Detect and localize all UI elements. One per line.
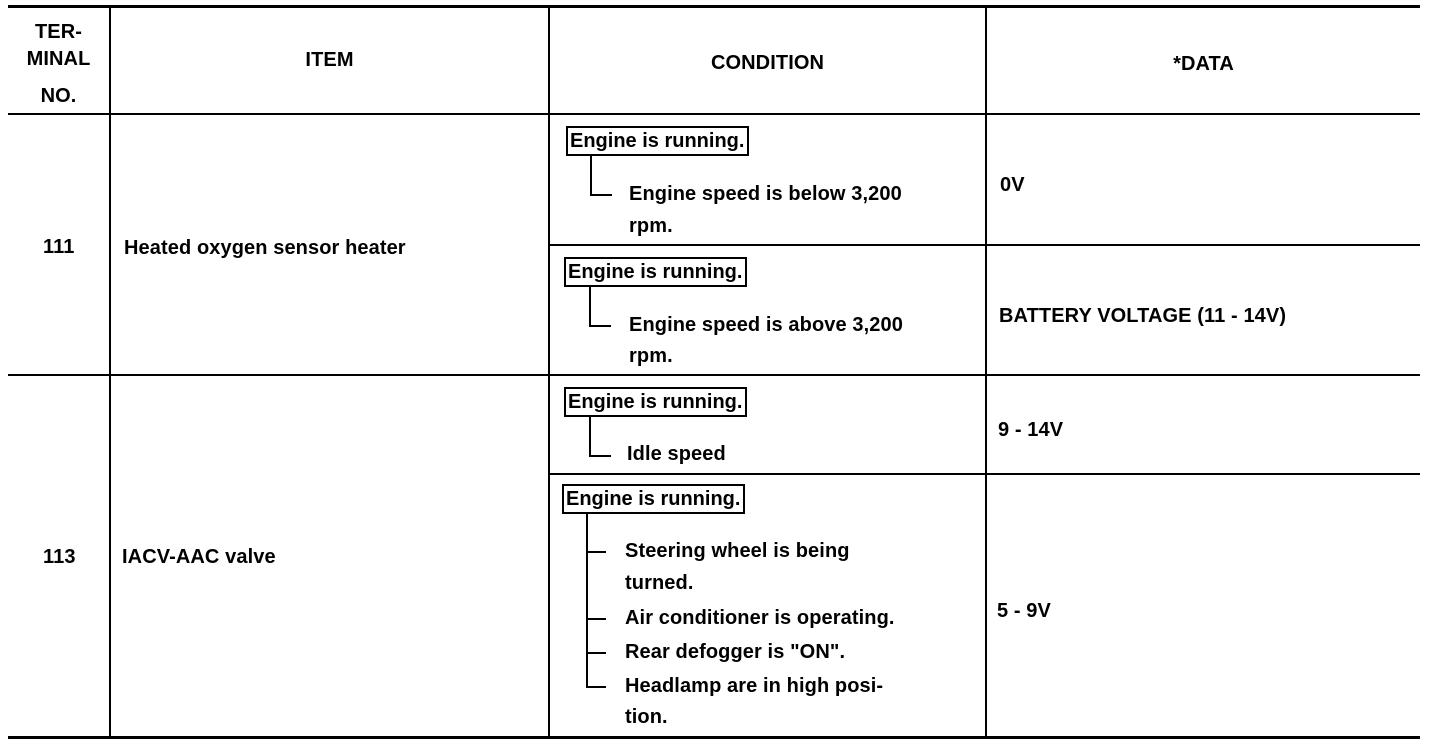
terminal-number-113: 113	[43, 546, 76, 568]
condition-tree-branch-icon	[586, 513, 588, 688]
header-terminal-no-line1: TER-	[34, 21, 83, 43]
col-divider-1	[109, 7, 111, 738]
condition-tree-tick	[586, 551, 606, 553]
condition-tree-tick	[590, 194, 612, 196]
header-data: *DATA	[1173, 53, 1234, 75]
condition-tree-branch-icon	[589, 416, 591, 457]
terminal-number-111: 111	[43, 236, 75, 258]
table-bottom-rule	[8, 736, 1420, 739]
condition-state-box: Engine is running.	[562, 484, 745, 514]
header-item: ITEM	[305, 49, 354, 71]
condition-detail-line: Steering wheel is being	[625, 540, 850, 562]
condition-state-box: Engine is running.	[564, 387, 747, 417]
condition-detail-line: Air conditioner is operating.	[625, 607, 895, 629]
condition-detail-line: Rear defogger is "ON".	[625, 641, 846, 663]
table-top-rule	[8, 5, 1420, 8]
header-terminal-no-line3: NO.	[40, 85, 77, 107]
condition-state-box: Engine is running.	[566, 126, 749, 156]
item-heated-oxygen-sensor-heater: Heated oxygen sensor heater	[124, 237, 406, 259]
header-bottom-rule	[8, 113, 1420, 115]
col-divider-3	[985, 7, 987, 738]
condition-detail-line: Engine speed is below 3,200	[629, 183, 902, 205]
condition-detail-line: rpm.	[629, 215, 673, 237]
condition-tree-tick	[586, 652, 606, 654]
header-terminal-no-line2: MINAL	[26, 48, 91, 70]
data-value-0v: 0V	[1000, 174, 1025, 196]
row-113-inner-rule	[548, 473, 1420, 475]
condition-detail-line: rpm.	[629, 345, 673, 367]
condition-detail-line: Idle speed	[627, 443, 726, 465]
condition-detail-line: tion.	[625, 706, 668, 728]
condition-tree-branch-icon	[590, 155, 592, 196]
condition-tree-tick	[589, 325, 611, 327]
condition-state-box: Engine is running.	[564, 257, 747, 287]
item-iacv-aac-valve: IACV-AAC valve	[122, 546, 276, 568]
condition-tree-tick	[586, 618, 606, 620]
data-value-battery-voltage: BATTERY VOLTAGE (11 - 14V)	[999, 305, 1287, 327]
header-condition: CONDITION	[710, 52, 825, 74]
data-value-5-9v: 5 - 9V	[997, 600, 1051, 622]
condition-tree-tick	[586, 686, 606, 688]
row-divider-rule	[8, 374, 1420, 376]
condition-tree-tick	[589, 455, 611, 457]
condition-detail-line: turned.	[625, 572, 694, 594]
data-value-9-14v: 9 - 14V	[998, 419, 1064, 441]
condition-tree-branch-icon	[589, 285, 591, 327]
condition-detail-line: Engine speed is above 3,200	[629, 314, 903, 336]
row-111-inner-rule	[548, 244, 1420, 246]
col-divider-2	[548, 7, 550, 738]
condition-detail-line: Headlamp are in high posi-	[625, 675, 884, 697]
